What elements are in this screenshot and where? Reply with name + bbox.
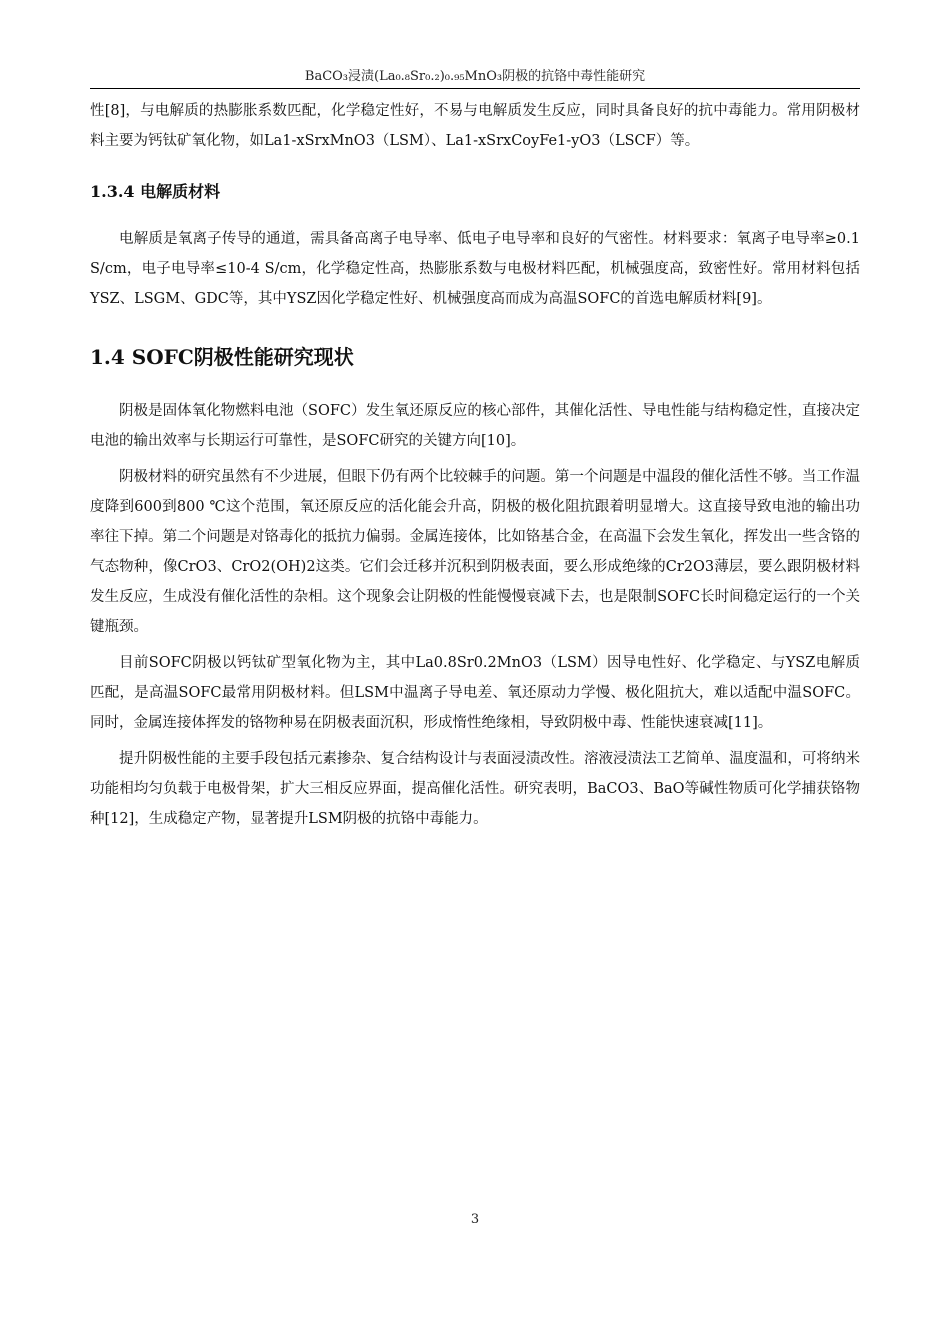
page-body: [90, 96, 860, 834]
page-number: 3: [470, 1212, 480, 1227]
paragraph-lsm: 目前SOFC阴极以钙钛矿型氧化物为主，其中La0.8Sr0.2MnO3（LSM）因导电性好、化学稳定、与YSZ电解质匹配，是高温SOFC最常用阴极材料。但LSM中温离子导电差、氧还原动力学慢、极化阻抗大，难以适配中温SOFC。同时，金属连接体挥发的铬物种易在阴极表面沉积，形成惰性绝缘相，导致阴极中毒、性能快速衰减[11]。: [90, 655, 860, 731]
header-rule: [90, 88, 860, 89]
running-header: BaCO₃浸渍(La₀.₈Sr₀.₂)₀.₉₅MnO₃阴极的抗铬中毒性能研究: [304, 69, 646, 84]
paragraph-cathode-intro: 阴极是固体氧化物燃料电池（SOFC）发生氧还原反应的核心部件，其催化活性、导电性能与结构稳定性，直接决定电池的输出效率与长期运行可靠性，是SOFC研究的关键方向[10]。: [90, 403, 860, 449]
paragraph-improvement: 提升阴极性能的主要手段包括元素掺杂、复合结构设计与表面浸渍改性。溶液浸渍法工艺简单、温度温和，可将纳米功能相均匀负载于电极骨架，扩大三相反应界面，提高催化活性。研究表明，BaCO3、BaO等碱性物质可化学捕获铬物种[12]，生成稳定产物，显著提升LSM阴极的抗铬中毒能力。: [90, 751, 860, 827]
paragraph-cathode-problems: 阴极材料的研究虽然有不少进展，但眼下仍有两个比较棘手的问题。第一个问题是中温段的催化活性不够。当工作温度降到600到800 ℃这个范围，氧还原反应的活化能会升高，阴极的极化阻抗跟着明显增大。这直接导致电池的输出功率往下掉。第二个问题是对铬毒化的抵抗力偏弱。金属连接体，比如铬基合金，在高温下会发生氧化，挥发出一些含铬的气态物种，像CrO3、CrO2(OH)2这类。它们会迁移并沉积到阴极表面，要么形成绝缘的Cr2O3薄层，要么跟阴极材料发生反应，生成没有催化活性的杂相。这个现象会让阴极的性能慢慢衰减下去，也是限制SOFC长时间稳定运行的一个关键瓶颈。: [90, 469, 860, 635]
section-heading-1-4: 1.4 SOFC阴极性能研究现状: [90, 345, 354, 369]
paragraph-electrolyte: 电解质是氧离子传导的通道，需具备高离子电导率、低电子电导率和良好的气密性。材料要求：氧离子电导率≥0.1 S/cm，电子电导率≤10-4 S/cm，化学稳定性高，热膨胀系数与电极材料匹配，机械强度高，致密性好。常用材料包括YSZ、LSGM、GDC等，其中YSZ因化学稳定性好、机械强度高而成为高温SOFC的首选电解质材料[9]。: [90, 231, 860, 307]
section-heading-1-3-4: 1.3.4 电解质材料: [90, 182, 221, 201]
continued-paragraph: 性[8]，与电解质的热膨胀系数匹配，化学稳定性好，不易与电解质发生反应，同时具备良好的抗中毒能力。常用阴极材料主要为钙钛矿氧化物，如La1-xSrxMnO3（LSM）、La1-xSrxCoyFe1-yO3（LSCF）等。: [90, 103, 860, 149]
